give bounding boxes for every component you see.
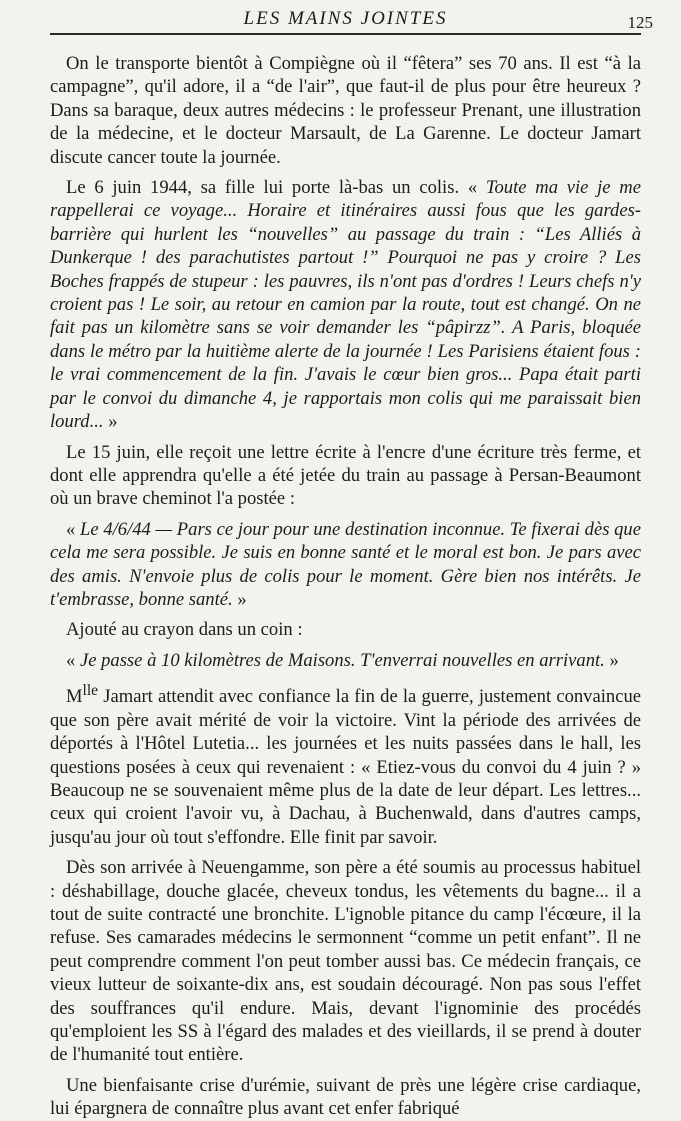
paragraph (50, 441, 641, 511)
paragraph-text: Jamart attendit avec confiance la fin de la guerre, justement convaincue que son père avait mérité de voir la victoire. Vint la période des arrivées de déportés à l'Hôtel Lutetia... les journées et les nuits passées dans le hall, les questions posées à ceux qui revenaient : « Etiez-vous du convoi du 4 juin ? » Beaucoup ne se souvenaient même plus de la date de leur départ. Les lettres... ceux qui croient l'avoir vu, à Dachau, à Buchenwald, dans d'autres camps, jusqu'au jour où tout s'effondre. Elle finit par savoir. (50, 686, 641, 848)
paragraph-text: » (604, 649, 619, 671)
paragraph-text: Ajouté au crayon dans un coin : (66, 619, 303, 641)
paragraph-text: » (103, 411, 118, 433)
page-number: 125 (627, 13, 653, 32)
paragraph-text: » (232, 588, 247, 610)
superscript: lle (82, 682, 99, 700)
paragraph (50, 679, 641, 849)
paragraph-text: M (66, 686, 83, 708)
header-rule (50, 33, 641, 35)
paragraph-text: Une bienfaisante crise d'urémie, suivant de près une légère crise cardiaque, lui épargnera de connaître plus avant cet enfer fabriqué (50, 1074, 641, 1120)
paragraph-text: Dès son arrivée à Neuengamme, son père a été soumis au processus habituel : déshabillage, douche glacée, cheveux tondus, les vêtements du bagne... il a tout de suite contracté une bronchite. L'ignoble pitance du camp l'écœure, il la refuse. Ses camarades médecins le sermonnent “comme un petit enfant”. Il ne peut comprendre comment l'on peut tomber aussi bas. Ce médecin français, ce vieux lutteur de soixante-dix ans, est soudain découragé. Non pas sous l'effet des souffrances qu'il endure. Mais, devant l'ignominie des procédés qu'emploient les SS à l'égard des malades et des vieillards, il se prend à douter de l'humanité tout entière. (50, 857, 641, 1066)
page-header (50, 0, 653, 36)
paragraph (50, 176, 641, 433)
paragraph-text: « (66, 649, 80, 671)
page-body (50, 52, 641, 1121)
paragraph-text: Le 6 juin 1944, sa fille lui porte là-bas un colis. « (66, 177, 486, 199)
paragraph (50, 618, 641, 641)
running-title: LES MAINS JOINTES (243, 8, 448, 29)
paragraph (50, 52, 641, 169)
paragraph (50, 1074, 641, 1121)
paragraph-text: On le transporte bientôt à Compiègne où il “fêtera” ses 70 ans. Il est “à la campagne”, qu'il adore, il a “de l'air”, que faut-il de plus pour être heureux ? Dans sa baraque, deux autres médecins : le professeur Prenant, une illustration de la médecine, et le docteur Marsault, de La Garenne. Le docteur Jamart discute cancer toute la journée. (50, 53, 641, 168)
paragraph (50, 649, 641, 672)
paragraph-text: « (66, 518, 81, 540)
paragraph (50, 518, 641, 612)
paragraph (50, 856, 641, 1067)
quoted-letter-text: Le 4/6/44 — Pars ce jour pour une destination inconnue. Te fixerai dès que cela me sera possible. Je suis en bonne santé et le moral est bon. Je pars avec des amis. N'envoie plus de colis pour le moment. Gère bien nos intérêts. Je t'embrasse, bonne santé. (50, 518, 641, 610)
quoted-letter-text: Toute ma vie je me rappellerai ce voyage... Horaire et itinéraires aussi fous que les gardes-barrière qui hurlent les “nouvelles” au passage du train : “Les Alliés à Dunkerque ! des parachutistes partout !” Pourquoi ne pas y croire ? Les Boches frappés de stupeur : les pauvres, ils n'ont pas d'ordres ! Leurs chefs n'y croient pas ! Le soir, au retour en camion par la route, tout est changé. On ne fait pas un kilomètre sans se voir demander les “pâpirzz”. A Paris, bloquée dans le métro par la huitième alerte de la journée ! Les Parisiens étaient fous : le vrai commencement de la fin. J'avais le cœur bien gros... Papa était parti par le convoi du dimanche 4, je rapportais mon colis qui me paraissait bien lourd... (50, 177, 641, 433)
quoted-letter-text: Je passe à 10 kilomètres de Maisons. T'enverrai nouvelles en arrivant. (79, 649, 605, 671)
paragraph-text: Le 15 juin, elle reçoit une lettre écrite à l'encre d'une écriture très ferme, et dont elle apprendra qu'elle a été jetée du train au passage à Persan-Beaumont où un brave cheminot l'a postée : (50, 441, 641, 510)
